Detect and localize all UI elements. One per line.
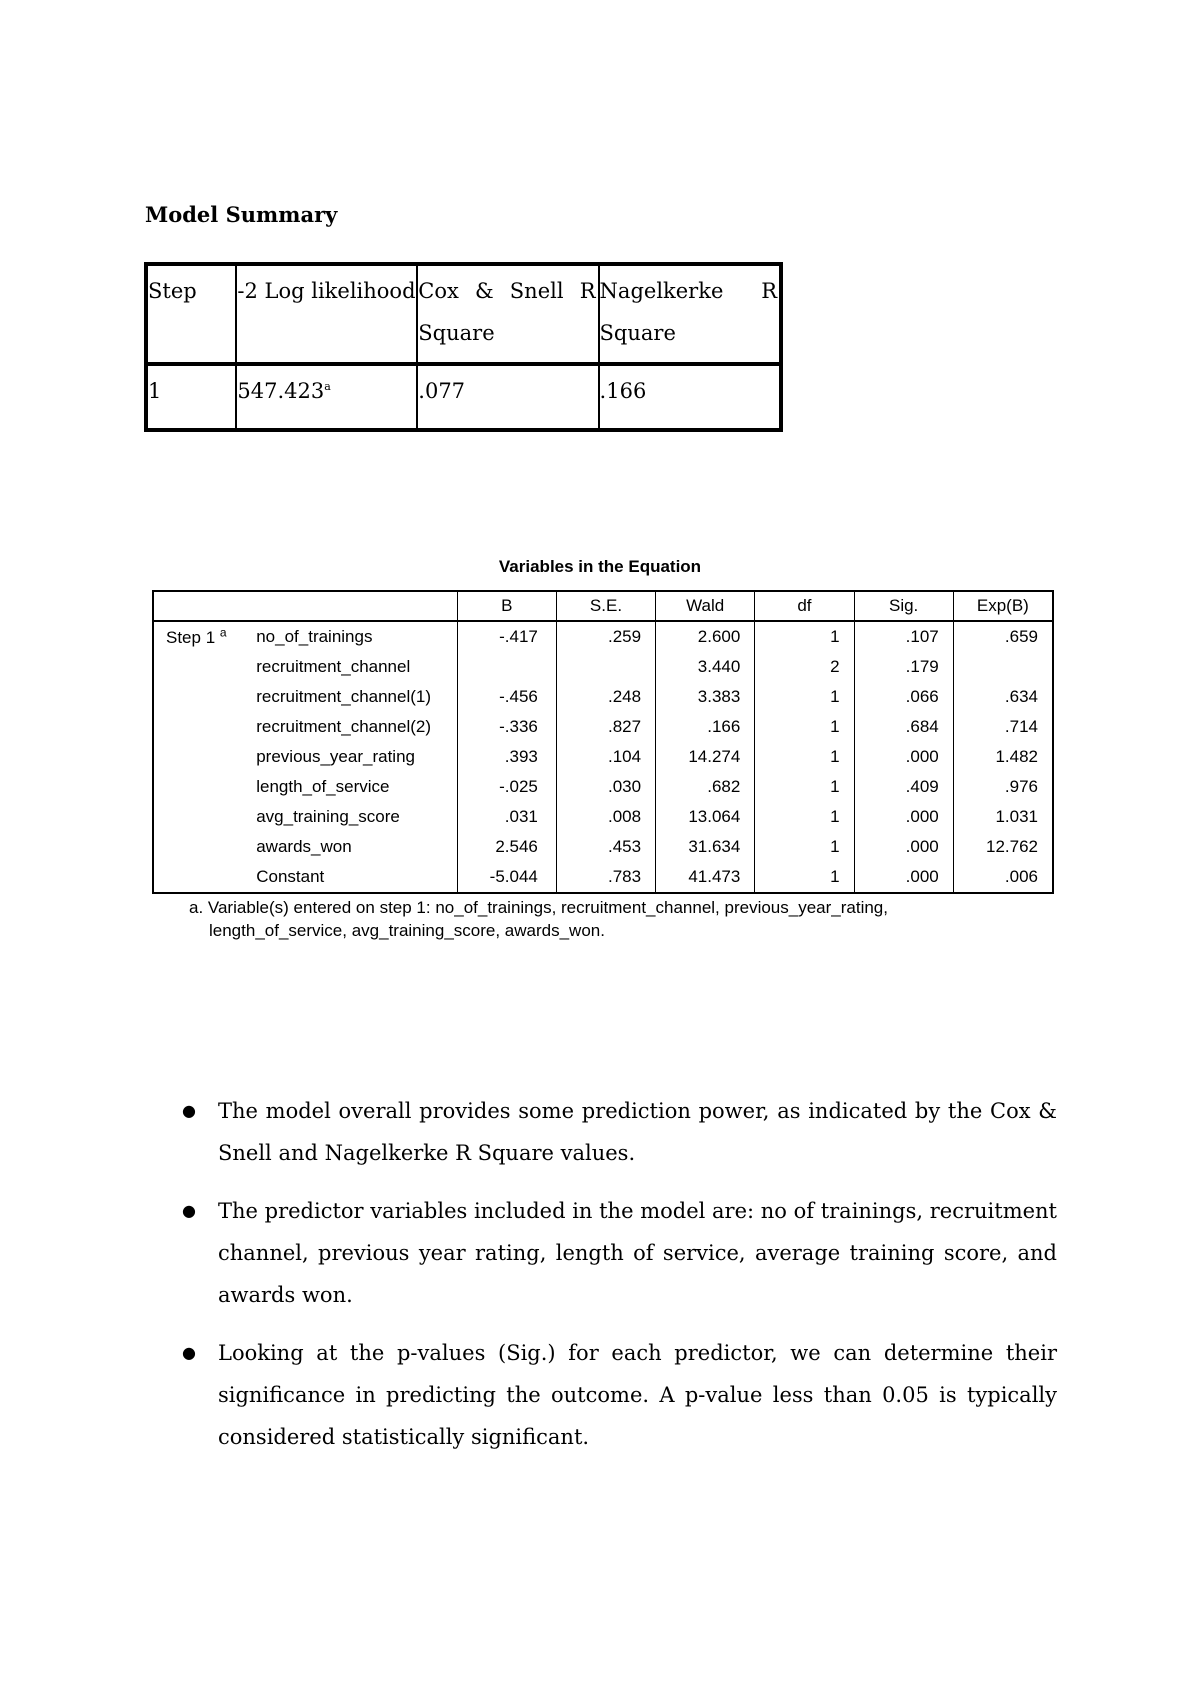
model-summary-title: Model Summary <box>145 202 338 227</box>
list-item <box>0 1332 1057 1458</box>
value-b <box>457 652 556 682</box>
value-expb: .006 <box>953 862 1053 893</box>
value-wald: 13.064 <box>656 802 755 832</box>
value-sig: .000 <box>854 742 953 772</box>
cox-word-3: Snell <box>509 279 564 303</box>
value-wald: .166 <box>656 712 755 742</box>
footnote-line1: a. Variable(s) entered on step 1: no_of_trainings, recruitment_channel, previous_year_rating, <box>189 898 888 917</box>
bullet-text: The predictor variables included in the model are: no of trainings, recruitment channel, previous year rating, length of service, average training score, and awards won. <box>218 1199 1057 1307</box>
variable-name: recruitment_channel(1) <box>256 687 432 706</box>
value-sig: .000 <box>854 832 953 862</box>
model-summary-table <box>144 262 783 432</box>
value-df: 1 <box>755 682 854 712</box>
value-df: 1 <box>755 772 854 802</box>
value-wald: 3.383 <box>656 682 755 712</box>
value-sig: .409 <box>854 772 953 802</box>
model-summary-data-row <box>146 364 781 430</box>
value-df: 2 <box>755 652 854 682</box>
value-df: 1 <box>755 742 854 772</box>
variable-name: avg_training_score <box>256 807 400 826</box>
value-wald: 3.440 <box>656 652 755 682</box>
header-nagelkerke <box>599 264 781 364</box>
table-row <box>153 802 1053 832</box>
value-b: -.417 <box>457 621 556 652</box>
value-df: 1 <box>755 862 854 893</box>
variable-name: awards_won <box>256 837 352 856</box>
value-b: -.336 <box>457 712 556 742</box>
variables-header-row <box>153 591 1053 621</box>
variable-name: recruitment_channel <box>256 657 411 676</box>
variable-name: recruitment_channel(2) <box>256 717 432 736</box>
variable-name: previous_year_rating <box>256 747 415 766</box>
value-expb <box>953 652 1053 682</box>
footnote-marker: a <box>324 380 331 393</box>
value-expb: 1.031 <box>953 802 1053 832</box>
cox-word-4: R <box>579 279 596 303</box>
value-se: .783 <box>556 862 655 893</box>
value-expb: 1.482 <box>953 742 1053 772</box>
table-row <box>153 621 1053 652</box>
value-se: .453 <box>556 832 655 862</box>
table-row <box>153 772 1053 802</box>
list-item <box>0 1190 1057 1316</box>
variable-name: no_of_trainings <box>256 627 373 646</box>
value-b: 2.546 <box>457 832 556 862</box>
value-sig: .179 <box>854 652 953 682</box>
value-se <box>556 652 655 682</box>
header-b: B <box>457 591 556 621</box>
value-sig: .107 <box>854 621 953 652</box>
cell-step: 1 <box>146 364 236 430</box>
value-wald: 41.473 <box>656 862 755 893</box>
variables-table-title: Variables in the Equation <box>498 557 702 576</box>
header-step: Step <box>146 264 236 364</box>
list-item <box>0 1090 1057 1174</box>
table-row <box>153 712 1053 742</box>
value-expb: .714 <box>953 712 1053 742</box>
value-sig: .684 <box>854 712 953 742</box>
value-expb: 12.762 <box>953 832 1053 862</box>
header-se: S.E. <box>556 591 655 621</box>
step-label-text: Step 1 <box>166 628 216 647</box>
value-se: .030 <box>556 772 655 802</box>
value-wald: .682 <box>656 772 755 802</box>
header-wald: Wald <box>656 591 755 621</box>
value-b: -.456 <box>457 682 556 712</box>
header-cox-snell <box>417 264 598 364</box>
bullet-icon: ● <box>182 1201 196 1220</box>
bullet-text: Looking at the p-values (Sig.) for each predictor, we can determine their significance in predicting the outcome. A p-value less than 0.05 is typically considered statistically significant. <box>218 1341 1057 1449</box>
nagelkerke-line1 <box>600 270 779 312</box>
value-wald: 14.274 <box>656 742 755 772</box>
cox-word-1: Cox <box>418 279 459 303</box>
value-df: 1 <box>755 621 854 652</box>
header-blank <box>153 591 457 621</box>
step-label <box>153 621 256 893</box>
bullet-icon: ● <box>182 1343 196 1362</box>
value-expb: .634 <box>953 682 1053 712</box>
step-footnote-marker: a <box>219 625 227 640</box>
value-b: -.025 <box>457 772 556 802</box>
cox-word-2: & <box>474 279 494 303</box>
cox-snell-line2: Square <box>418 321 495 345</box>
value-df: 1 <box>755 712 854 742</box>
value-wald: 31.634 <box>656 832 755 862</box>
value-se: .008 <box>556 802 655 832</box>
value-b: .393 <box>457 742 556 772</box>
log-likelihood-value: 547.423 <box>237 379 325 403</box>
value-sig: .000 <box>854 802 953 832</box>
header-df: df <box>755 591 854 621</box>
table-row <box>153 652 1053 682</box>
value-sig: .066 <box>854 682 953 712</box>
bullet-icon: ● <box>182 1101 196 1120</box>
value-expb: .976 <box>953 772 1053 802</box>
cell-cox-snell: .077 <box>417 364 598 430</box>
value-b: -5.044 <box>457 862 556 893</box>
header-expb: Exp(B) <box>953 591 1053 621</box>
value-df: 1 <box>755 832 854 862</box>
cell-nagelkerke: .166 <box>599 364 781 430</box>
value-b: .031 <box>457 802 556 832</box>
value-se: .259 <box>556 621 655 652</box>
table-row <box>153 742 1053 772</box>
cox-snell-line1 <box>418 270 597 312</box>
value-sig: .000 <box>854 862 953 893</box>
value-se: .104 <box>556 742 655 772</box>
variables-table <box>152 590 1054 894</box>
value-wald: 2.600 <box>656 621 755 652</box>
footnote-line2: length_of_service, avg_training_score, awards_won. <box>209 921 605 940</box>
table-row <box>153 682 1053 712</box>
nagelkerke-line2: Square <box>599 321 676 345</box>
value-expb: .659 <box>953 621 1053 652</box>
nagel-word-2: R <box>761 279 777 303</box>
nagel-word-1: Nagelkerke <box>599 279 724 303</box>
bullet-list <box>0 1090 1057 1474</box>
header-sig: Sig. <box>854 591 953 621</box>
table-row <box>153 862 1053 893</box>
variable-name: Constant <box>256 867 325 886</box>
model-summary-header-row <box>146 264 781 364</box>
variable-name: length_of_service <box>256 777 390 796</box>
value-se: .248 <box>556 682 655 712</box>
value-se: .827 <box>556 712 655 742</box>
cell-log-likelihood <box>236 364 417 430</box>
value-df: 1 <box>755 802 854 832</box>
table-row <box>153 832 1053 862</box>
variables-table-footnote <box>189 896 989 942</box>
bullet-text: The model overall provides some prediction power, as indicated by the Cox & Snell and Nagelkerke R Square values. <box>218 1099 1057 1165</box>
header-log-likelihood: -2 Log likelihood <box>236 264 417 364</box>
